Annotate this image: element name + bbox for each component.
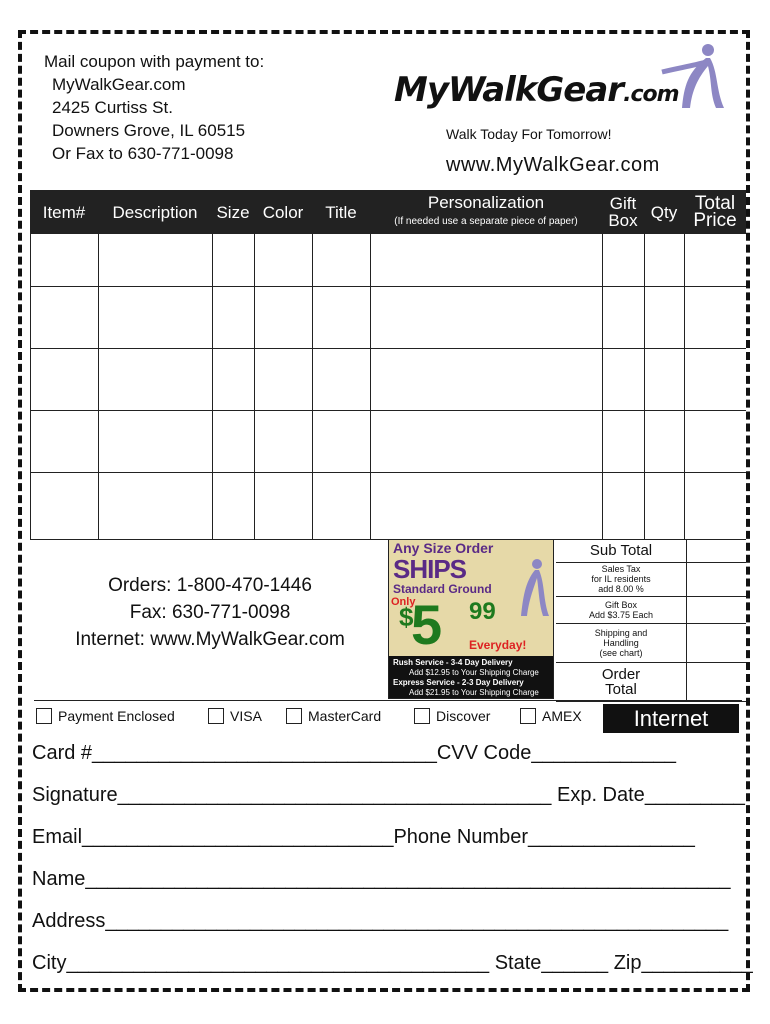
- gift-box-total[interactable]: [686, 597, 747, 623]
- signature-row[interactable]: Signature_______________________________________ Exp. Date_________: [32, 784, 745, 806]
- header-item: Item#: [42, 202, 86, 222]
- subtotal-box[interactable]: [686, 540, 747, 562]
- sales-tax-box[interactable]: [686, 562, 747, 596]
- tax-line: for IL residents: [591, 574, 651, 584]
- totals-table: [556, 539, 746, 701]
- email-row[interactable]: Email____________________________Phone Number_______________: [32, 826, 695, 848]
- discover-option[interactable]: [414, 708, 490, 724]
- express-service: Express Service - 2-3 Day Delivery: [393, 678, 524, 687]
- header-total-line: Total: [694, 193, 736, 214]
- phone-label: Phone Number: [393, 826, 528, 848]
- checkbox[interactable]: [520, 708, 536, 724]
- checkbox[interactable]: [414, 708, 430, 724]
- ship-line: Handling: [603, 638, 639, 648]
- header-title: Title: [325, 202, 357, 222]
- walker-ribbon-icon: [658, 42, 728, 112]
- option-label: Discover: [436, 708, 491, 724]
- promo-line: Standard Ground: [393, 582, 492, 596]
- address-label: Address: [32, 910, 106, 932]
- zip-label: Zip: [613, 952, 642, 974]
- orders-fax: Fax: 630-771-0098: [129, 602, 291, 623]
- payment-enclosed-option[interactable]: [36, 708, 175, 724]
- mail-line: 2425 Curtiss St.: [52, 98, 173, 117]
- checkbox[interactable]: [286, 708, 302, 724]
- internet-badge: Internet: [603, 704, 739, 733]
- header-personalization: [370, 190, 602, 234]
- logo-suffix: .com: [623, 82, 679, 107]
- exp-label: Exp. Date: [556, 784, 645, 806]
- signature-label: Signature: [32, 784, 118, 806]
- shipping-row: [556, 624, 746, 663]
- header-description: Description: [112, 202, 198, 222]
- tagline: Walk Today For Tomorrow!: [446, 126, 612, 142]
- gift-line: Gift Box: [604, 600, 637, 610]
- option-label: Payment Enclosed: [58, 708, 175, 724]
- order-coupon: [18, 30, 753, 992]
- option-label: AMEX: [542, 708, 582, 724]
- sales-tax-row: [556, 562, 746, 597]
- rush-express-info: [389, 656, 554, 699]
- address-row[interactable]: Address________________________________________________________: [32, 910, 729, 932]
- shipping-label: [556, 628, 686, 658]
- mastercard-option[interactable]: [286, 708, 381, 724]
- mail-line: Or Fax to 630-771-0098: [52, 144, 234, 163]
- promo-price: 5: [411, 593, 443, 656]
- city-row[interactable]: City______________________________________ State______ Zip__________: [32, 952, 753, 974]
- shipping-promo: [388, 539, 554, 699]
- subtotal-label: Sub Total: [589, 542, 653, 559]
- orders-phone: Orders: 1-800-470-1446: [108, 575, 312, 596]
- logo-main: MyWalkGear: [394, 70, 624, 110]
- order-total-line: Total: [605, 681, 637, 698]
- ship-line: (see chart): [599, 648, 643, 658]
- card-row[interactable]: Card #_______________________________CVV Code_____________: [32, 742, 676, 764]
- order-contact-block: [40, 572, 380, 653]
- state-label: State: [494, 952, 542, 974]
- order-total-box[interactable]: [686, 663, 747, 701]
- name-row[interactable]: Name__________________________________________________________: [32, 868, 731, 890]
- header-total-price: [684, 190, 746, 234]
- rush-charge: Add $12.95 to Your Shipping Charge: [409, 668, 539, 677]
- visa-option[interactable]: [208, 708, 262, 724]
- name-label: Name: [32, 868, 86, 890]
- header-size: Size: [216, 202, 250, 222]
- express-charge: Add $21.95 to Your Shipping Charge: [409, 688, 539, 697]
- checkbox[interactable]: [36, 708, 52, 724]
- header-personalization-label: Personalization: [427, 193, 545, 212]
- ship-line: Shipping and: [594, 628, 648, 638]
- card-label: Card #: [32, 742, 93, 764]
- amex-option[interactable]: [520, 708, 582, 724]
- order-total-label: [556, 667, 686, 697]
- header-total-line: Price: [693, 210, 737, 231]
- option-label: MasterCard: [308, 708, 382, 724]
- divider: [34, 700, 742, 701]
- tax-line: add 8.00 %: [598, 584, 644, 594]
- walker-ribbon-icon: [511, 558, 551, 618]
- header-gift-line: Gift: [609, 194, 637, 213]
- shipping-box[interactable]: [686, 624, 747, 662]
- header-qty: Qty: [650, 202, 678, 222]
- cvv-label: CVV Code: [436, 742, 532, 764]
- website-url: www.MyWalkGear.com: [446, 154, 660, 176]
- gift-box-label: [556, 600, 686, 620]
- gift-box-row: [556, 597, 746, 624]
- orders-internet: Internet: www.MyWalkGear.com: [75, 629, 345, 650]
- header-gift-line: Box: [608, 211, 638, 230]
- option-label: VISA: [230, 708, 262, 724]
- promo-cents: 99: [469, 598, 496, 625]
- city-label: City: [32, 952, 67, 974]
- promo-only: Only: [391, 596, 416, 608]
- promo-dollar: $: [399, 602, 414, 632]
- email-label: Email: [32, 826, 83, 848]
- brand-logo: [394, 70, 679, 110]
- checkbox[interactable]: [208, 708, 224, 724]
- promo-everyday: Everyday!: [469, 638, 527, 652]
- rush-service: Rush Service - 3-4 Day Delivery: [393, 658, 513, 667]
- order-items-grid[interactable]: [30, 234, 746, 540]
- mail-line: Downers Grove, IL 60515: [52, 121, 246, 140]
- gift-line: Add $3.75 Each: [588, 610, 654, 620]
- order-total-row: [556, 663, 746, 702]
- header-color: Color: [262, 202, 304, 222]
- tax-line: Sales Tax: [601, 564, 641, 574]
- subtotal-row: [556, 539, 746, 563]
- mail-line: MyWalkGear.com: [52, 75, 186, 94]
- mail-heading: Mail coupon with payment to:: [44, 52, 265, 71]
- header-gift-box: [602, 190, 644, 234]
- sales-tax-label: [556, 564, 686, 594]
- promo-ships: SHIPS: [393, 554, 467, 584]
- promo-line: Any Size Order: [393, 540, 494, 556]
- mail-address-block: [44, 50, 264, 165]
- header-personalization-note: (If needed use a separate piece of paper): [394, 216, 578, 227]
- order-total-line: Order: [601, 666, 641, 683]
- table-header: [30, 190, 746, 234]
